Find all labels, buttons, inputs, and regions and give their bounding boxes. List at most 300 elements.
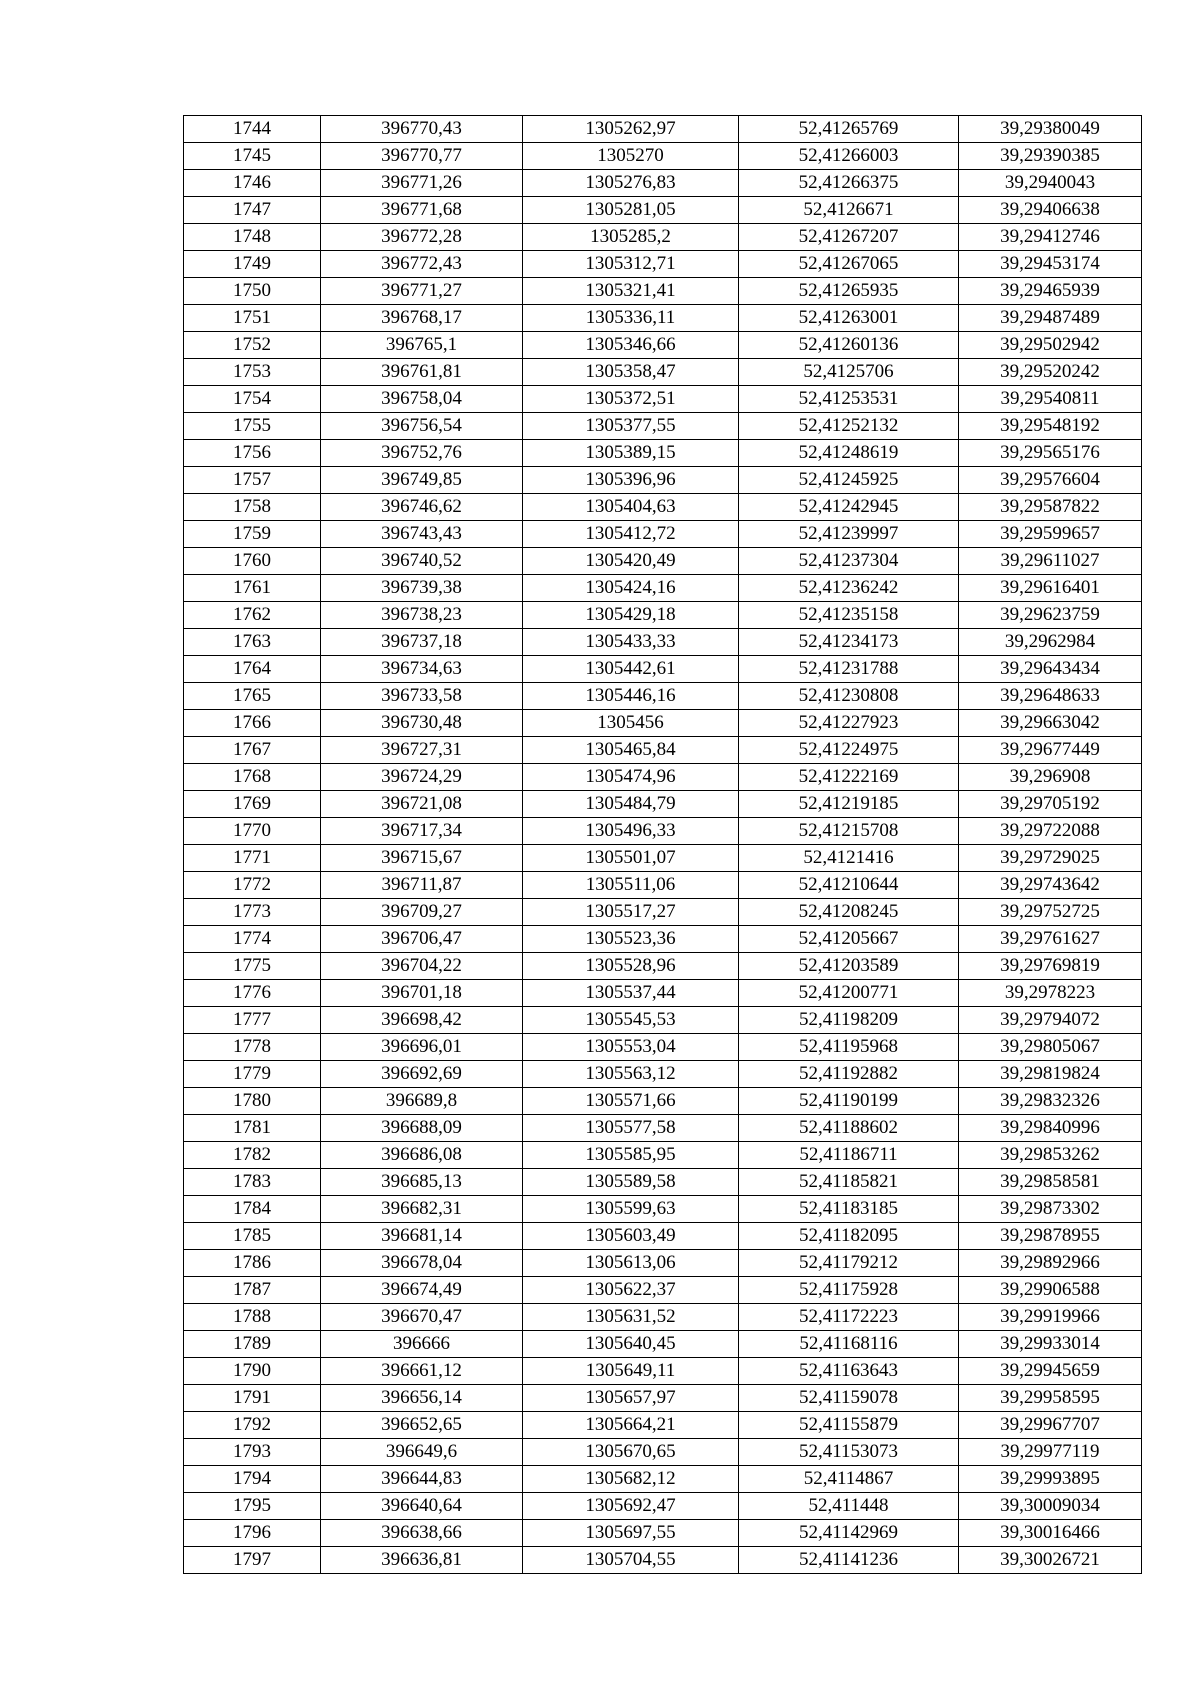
x-coordinate-cell: 396709,27: [321, 899, 523, 926]
table-row: [184, 305, 1142, 332]
table-row: [184, 494, 1142, 521]
table-row: [184, 170, 1142, 197]
x-coordinate-cell: 396739,38: [321, 575, 523, 602]
point-number-cell: 1763: [184, 629, 321, 656]
latitude-cell: 52,41190199: [739, 1088, 959, 1115]
longitude-cell: 39,29832326: [959, 1088, 1142, 1115]
latitude-cell: 52,41163643: [739, 1358, 959, 1385]
longitude-cell: 39,29412746: [959, 224, 1142, 251]
x-coordinate-cell: 396734,63: [321, 656, 523, 683]
y-coordinate-cell: 1305537,44: [523, 980, 739, 1007]
latitude-cell: 52,4114867: [739, 1466, 959, 1493]
longitude-cell: 39,29993895: [959, 1466, 1142, 1493]
latitude-cell: 52,41234173: [739, 629, 959, 656]
longitude-cell: 39,29967707: [959, 1412, 1142, 1439]
point-number-cell: 1748: [184, 224, 321, 251]
x-coordinate-cell: 396698,42: [321, 1007, 523, 1034]
x-coordinate-cell: 396771,26: [321, 170, 523, 197]
x-coordinate-cell: 396689,8: [321, 1088, 523, 1115]
longitude-cell: 39,29380049: [959, 116, 1142, 143]
longitude-cell: 39,30009034: [959, 1493, 1142, 1520]
x-coordinate-cell: 396756,54: [321, 413, 523, 440]
x-coordinate-cell: 396715,67: [321, 845, 523, 872]
longitude-cell: 39,29919966: [959, 1304, 1142, 1331]
y-coordinate-cell: 1305389,15: [523, 440, 739, 467]
table-row: [184, 548, 1142, 575]
latitude-cell: 52,41265769: [739, 116, 959, 143]
longitude-cell: 39,2962984: [959, 629, 1142, 656]
table-row: [184, 980, 1142, 1007]
point-number-cell: 1762: [184, 602, 321, 629]
x-coordinate-cell: 396711,87: [321, 872, 523, 899]
latitude-cell: 52,41153073: [739, 1439, 959, 1466]
table-row: [184, 575, 1142, 602]
point-number-cell: 1757: [184, 467, 321, 494]
point-number-cell: 1791: [184, 1385, 321, 1412]
table-row: [184, 602, 1142, 629]
y-coordinate-cell: 1305433,33: [523, 629, 739, 656]
longitude-cell: 39,29858581: [959, 1169, 1142, 1196]
latitude-cell: 52,41210644: [739, 872, 959, 899]
coordinates-table-body: [184, 116, 1142, 1574]
longitude-cell: 39,29805067: [959, 1034, 1142, 1061]
point-number-cell: 1760: [184, 548, 321, 575]
y-coordinate-cell: 1305599,63: [523, 1196, 739, 1223]
latitude-cell: 52,41252132: [739, 413, 959, 440]
y-coordinate-cell: 1305465,84: [523, 737, 739, 764]
latitude-cell: 52,41227923: [739, 710, 959, 737]
y-coordinate-cell: 1305563,12: [523, 1061, 739, 1088]
y-coordinate-cell: 1305692,47: [523, 1493, 739, 1520]
longitude-cell: 39,29677449: [959, 737, 1142, 764]
x-coordinate-cell: 396771,27: [321, 278, 523, 305]
x-coordinate-cell: 396678,04: [321, 1250, 523, 1277]
latitude-cell: 52,41183185: [739, 1196, 959, 1223]
latitude-cell: 52,41155879: [739, 1412, 959, 1439]
table-row: [184, 1088, 1142, 1115]
x-coordinate-cell: 396730,48: [321, 710, 523, 737]
point-number-cell: 1769: [184, 791, 321, 818]
x-coordinate-cell: 396682,31: [321, 1196, 523, 1223]
table-row: [184, 440, 1142, 467]
table-row: [184, 953, 1142, 980]
latitude-cell: 52,41242945: [739, 494, 959, 521]
longitude-cell: 39,2940043: [959, 170, 1142, 197]
x-coordinate-cell: 396768,17: [321, 305, 523, 332]
point-number-cell: 1770: [184, 818, 321, 845]
latitude-cell: 52,4126671: [739, 197, 959, 224]
longitude-cell: 39,29840996: [959, 1115, 1142, 1142]
table-row: [184, 764, 1142, 791]
longitude-cell: 39,29587822: [959, 494, 1142, 521]
table-row: [184, 656, 1142, 683]
y-coordinate-cell: 1305424,16: [523, 575, 739, 602]
y-coordinate-cell: 1305553,04: [523, 1034, 739, 1061]
longitude-cell: 39,29502942: [959, 332, 1142, 359]
table-row: [184, 467, 1142, 494]
y-coordinate-cell: 1305446,16: [523, 683, 739, 710]
y-coordinate-cell: 1305358,47: [523, 359, 739, 386]
y-coordinate-cell: 1305404,63: [523, 494, 739, 521]
x-coordinate-cell: 396738,23: [321, 602, 523, 629]
y-coordinate-cell: 1305276,83: [523, 170, 739, 197]
x-coordinate-cell: 396638,66: [321, 1520, 523, 1547]
longitude-cell: 39,30016466: [959, 1520, 1142, 1547]
longitude-cell: 39,29540811: [959, 386, 1142, 413]
point-number-cell: 1796: [184, 1520, 321, 1547]
x-coordinate-cell: 396765,1: [321, 332, 523, 359]
latitude-cell: 52,41159078: [739, 1385, 959, 1412]
longitude-cell: 39,2978223: [959, 980, 1142, 1007]
latitude-cell: 52,41260136: [739, 332, 959, 359]
y-coordinate-cell: 1305585,95: [523, 1142, 739, 1169]
y-coordinate-cell: 1305589,58: [523, 1169, 739, 1196]
y-coordinate-cell: 1305603,49: [523, 1223, 739, 1250]
x-coordinate-cell: 396701,18: [321, 980, 523, 1007]
y-coordinate-cell: 1305346,66: [523, 332, 739, 359]
y-coordinate-cell: 1305312,71: [523, 251, 739, 278]
point-number-cell: 1759: [184, 521, 321, 548]
point-number-cell: 1789: [184, 1331, 321, 1358]
latitude-cell: 52,41267207: [739, 224, 959, 251]
coordinates-table: [183, 115, 1142, 1574]
latitude-cell: 52,41265935: [739, 278, 959, 305]
table-row: [184, 116, 1142, 143]
y-coordinate-cell: 1305571,66: [523, 1088, 739, 1115]
longitude-cell: 39,29853262: [959, 1142, 1142, 1169]
y-coordinate-cell: 1305528,96: [523, 953, 739, 980]
y-coordinate-cell: 1305657,97: [523, 1385, 739, 1412]
longitude-cell: 39,29576604: [959, 467, 1142, 494]
table-row: [184, 1061, 1142, 1088]
latitude-cell: 52,41142969: [739, 1520, 959, 1547]
table-row: [184, 791, 1142, 818]
latitude-cell: 52,41172223: [739, 1304, 959, 1331]
point-number-cell: 1761: [184, 575, 321, 602]
table-row: [184, 1466, 1142, 1493]
y-coordinate-cell: 1305456: [523, 710, 739, 737]
x-coordinate-cell: 396652,65: [321, 1412, 523, 1439]
longitude-cell: 39,29892966: [959, 1250, 1142, 1277]
latitude-cell: 52,41267065: [739, 251, 959, 278]
longitude-cell: 39,29729025: [959, 845, 1142, 872]
table-row: [184, 1358, 1142, 1385]
x-coordinate-cell: 396772,28: [321, 224, 523, 251]
x-coordinate-cell: 396727,31: [321, 737, 523, 764]
longitude-cell: 39,29453174: [959, 251, 1142, 278]
latitude-cell: 52,41235158: [739, 602, 959, 629]
point-number-cell: 1766: [184, 710, 321, 737]
latitude-cell: 52,41192882: [739, 1061, 959, 1088]
latitude-cell: 52,41205667: [739, 926, 959, 953]
table-row: [184, 1250, 1142, 1277]
x-coordinate-cell: 396686,08: [321, 1142, 523, 1169]
latitude-cell: 52,41200771: [739, 980, 959, 1007]
latitude-cell: 52,41230808: [739, 683, 959, 710]
x-coordinate-cell: 396772,43: [321, 251, 523, 278]
y-coordinate-cell: 1305262,97: [523, 116, 739, 143]
point-number-cell: 1784: [184, 1196, 321, 1223]
x-coordinate-cell: 396692,69: [321, 1061, 523, 1088]
latitude-cell: 52,41175928: [739, 1277, 959, 1304]
longitude-cell: 39,29933014: [959, 1331, 1142, 1358]
point-number-cell: 1767: [184, 737, 321, 764]
point-number-cell: 1747: [184, 197, 321, 224]
point-number-cell: 1797: [184, 1547, 321, 1574]
x-coordinate-cell: 396666: [321, 1331, 523, 1358]
longitude-cell: 39,29520242: [959, 359, 1142, 386]
y-coordinate-cell: 1305682,12: [523, 1466, 739, 1493]
longitude-cell: 39,29945659: [959, 1358, 1142, 1385]
longitude-cell: 39,29705192: [959, 791, 1142, 818]
table-row: [184, 1223, 1142, 1250]
latitude-cell: 52,41186711: [739, 1142, 959, 1169]
latitude-cell: 52,41188602: [739, 1115, 959, 1142]
latitude-cell: 52,411448: [739, 1493, 959, 1520]
table-row: [184, 1142, 1142, 1169]
point-number-cell: 1780: [184, 1088, 321, 1115]
longitude-cell: 39,296908: [959, 764, 1142, 791]
point-number-cell: 1774: [184, 926, 321, 953]
point-number-cell: 1788: [184, 1304, 321, 1331]
x-coordinate-cell: 396721,08: [321, 791, 523, 818]
x-coordinate-cell: 396706,47: [321, 926, 523, 953]
longitude-cell: 39,30026721: [959, 1547, 1142, 1574]
point-number-cell: 1779: [184, 1061, 321, 1088]
x-coordinate-cell: 396649,6: [321, 1439, 523, 1466]
y-coordinate-cell: 1305704,55: [523, 1547, 739, 1574]
x-coordinate-cell: 396752,76: [321, 440, 523, 467]
table-row: [184, 1277, 1142, 1304]
table-row: [184, 683, 1142, 710]
point-number-cell: 1776: [184, 980, 321, 1007]
table-row: [184, 1520, 1142, 1547]
y-coordinate-cell: 1305372,51: [523, 386, 739, 413]
point-number-cell: 1754: [184, 386, 321, 413]
y-coordinate-cell: 1305670,65: [523, 1439, 739, 1466]
latitude-cell: 52,41179212: [739, 1250, 959, 1277]
table-row: [184, 818, 1142, 845]
longitude-cell: 39,29406638: [959, 197, 1142, 224]
x-coordinate-cell: 396636,81: [321, 1547, 523, 1574]
x-coordinate-cell: 396743,43: [321, 521, 523, 548]
longitude-cell: 39,29465939: [959, 278, 1142, 305]
x-coordinate-cell: 396688,09: [321, 1115, 523, 1142]
x-coordinate-cell: 396746,62: [321, 494, 523, 521]
y-coordinate-cell: 1305270: [523, 143, 739, 170]
x-coordinate-cell: 396670,47: [321, 1304, 523, 1331]
y-coordinate-cell: 1305420,49: [523, 548, 739, 575]
point-number-cell: 1786: [184, 1250, 321, 1277]
longitude-cell: 39,29958595: [959, 1385, 1142, 1412]
longitude-cell: 39,29977119: [959, 1439, 1142, 1466]
x-coordinate-cell: 396770,77: [321, 143, 523, 170]
table-row: [184, 521, 1142, 548]
point-number-cell: 1758: [184, 494, 321, 521]
y-coordinate-cell: 1305664,21: [523, 1412, 739, 1439]
point-number-cell: 1765: [184, 683, 321, 710]
longitude-cell: 39,29565176: [959, 440, 1142, 467]
y-coordinate-cell: 1305649,11: [523, 1358, 739, 1385]
table-row: [184, 1331, 1142, 1358]
point-number-cell: 1794: [184, 1466, 321, 1493]
table-row: [184, 1547, 1142, 1574]
y-coordinate-cell: 1305281,05: [523, 197, 739, 224]
longitude-cell: 39,29722088: [959, 818, 1142, 845]
latitude-cell: 52,41198209: [739, 1007, 959, 1034]
longitude-cell: 39,29616401: [959, 575, 1142, 602]
point-number-cell: 1768: [184, 764, 321, 791]
y-coordinate-cell: 1305377,55: [523, 413, 739, 440]
table-row: [184, 872, 1142, 899]
point-number-cell: 1744: [184, 116, 321, 143]
latitude-cell: 52,4125706: [739, 359, 959, 386]
latitude-cell: 52,41239997: [739, 521, 959, 548]
longitude-cell: 39,29878955: [959, 1223, 1142, 1250]
x-coordinate-cell: 396681,14: [321, 1223, 523, 1250]
x-coordinate-cell: 396770,43: [321, 116, 523, 143]
x-coordinate-cell: 396640,64: [321, 1493, 523, 1520]
table-row: [184, 629, 1142, 656]
latitude-cell: 52,41208245: [739, 899, 959, 926]
y-coordinate-cell: 1305622,37: [523, 1277, 739, 1304]
latitude-cell: 52,41245925: [739, 467, 959, 494]
longitude-cell: 39,29648633: [959, 683, 1142, 710]
longitude-cell: 39,29743642: [959, 872, 1142, 899]
point-number-cell: 1764: [184, 656, 321, 683]
latitude-cell: 52,41215708: [739, 818, 959, 845]
y-coordinate-cell: 1305517,27: [523, 899, 739, 926]
x-coordinate-cell: 396771,68: [321, 197, 523, 224]
latitude-cell: 52,41266375: [739, 170, 959, 197]
point-number-cell: 1756: [184, 440, 321, 467]
y-coordinate-cell: 1305474,96: [523, 764, 739, 791]
point-number-cell: 1785: [184, 1223, 321, 1250]
point-number-cell: 1795: [184, 1493, 321, 1520]
point-number-cell: 1771: [184, 845, 321, 872]
longitude-cell: 39,29643434: [959, 656, 1142, 683]
x-coordinate-cell: 396737,18: [321, 629, 523, 656]
y-coordinate-cell: 1305412,72: [523, 521, 739, 548]
point-number-cell: 1777: [184, 1007, 321, 1034]
table-row: [184, 143, 1142, 170]
point-number-cell: 1751: [184, 305, 321, 332]
latitude-cell: 52,41222169: [739, 764, 959, 791]
y-coordinate-cell: 1305285,2: [523, 224, 739, 251]
table-row: [184, 737, 1142, 764]
point-number-cell: 1755: [184, 413, 321, 440]
latitude-cell: 52,41182095: [739, 1223, 959, 1250]
latitude-cell: 52,41168116: [739, 1331, 959, 1358]
table-row: [184, 845, 1142, 872]
latitude-cell: 52,41231788: [739, 656, 959, 683]
longitude-cell: 39,29611027: [959, 548, 1142, 575]
latitude-cell: 52,41224975: [739, 737, 959, 764]
point-number-cell: 1787: [184, 1277, 321, 1304]
table-row: [184, 899, 1142, 926]
point-number-cell: 1752: [184, 332, 321, 359]
latitude-cell: 52,41237304: [739, 548, 959, 575]
table-row: [184, 1007, 1142, 1034]
y-coordinate-cell: 1305577,58: [523, 1115, 739, 1142]
point-number-cell: 1781: [184, 1115, 321, 1142]
latitude-cell: 52,41253531: [739, 386, 959, 413]
table-row: [184, 926, 1142, 953]
longitude-cell: 39,29548192: [959, 413, 1142, 440]
table-row: [184, 332, 1142, 359]
table-row: [184, 1385, 1142, 1412]
x-coordinate-cell: 396749,85: [321, 467, 523, 494]
table-row: [184, 1115, 1142, 1142]
x-coordinate-cell: 396644,83: [321, 1466, 523, 1493]
point-number-cell: 1793: [184, 1439, 321, 1466]
table-row: [184, 359, 1142, 386]
x-coordinate-cell: 396717,34: [321, 818, 523, 845]
x-coordinate-cell: 396740,52: [321, 548, 523, 575]
point-number-cell: 1753: [184, 359, 321, 386]
x-coordinate-cell: 396724,29: [321, 764, 523, 791]
longitude-cell: 39,29873302: [959, 1196, 1142, 1223]
table-row: [184, 1169, 1142, 1196]
point-number-cell: 1778: [184, 1034, 321, 1061]
table-row: [184, 278, 1142, 305]
point-number-cell: 1790: [184, 1358, 321, 1385]
table-row: [184, 251, 1142, 278]
latitude-cell: 52,41248619: [739, 440, 959, 467]
y-coordinate-cell: 1305429,18: [523, 602, 739, 629]
longitude-cell: 39,29906588: [959, 1277, 1142, 1304]
longitude-cell: 39,29769819: [959, 953, 1142, 980]
x-coordinate-cell: 396674,49: [321, 1277, 523, 1304]
point-number-cell: 1750: [184, 278, 321, 305]
y-coordinate-cell: 1305484,79: [523, 791, 739, 818]
latitude-cell: 52,4121416: [739, 845, 959, 872]
point-number-cell: 1772: [184, 872, 321, 899]
y-coordinate-cell: 1305631,52: [523, 1304, 739, 1331]
latitude-cell: 52,41203589: [739, 953, 959, 980]
y-coordinate-cell: 1305613,06: [523, 1250, 739, 1277]
table-row: [184, 1304, 1142, 1331]
latitude-cell: 52,41219185: [739, 791, 959, 818]
table-row: [184, 1034, 1142, 1061]
y-coordinate-cell: 1305697,55: [523, 1520, 739, 1547]
x-coordinate-cell: 396758,04: [321, 386, 523, 413]
point-number-cell: 1749: [184, 251, 321, 278]
table-row: [184, 1196, 1142, 1223]
longitude-cell: 39,29623759: [959, 602, 1142, 629]
point-number-cell: 1783: [184, 1169, 321, 1196]
point-number-cell: 1775: [184, 953, 321, 980]
y-coordinate-cell: 1305396,96: [523, 467, 739, 494]
longitude-cell: 39,29599657: [959, 521, 1142, 548]
table-row: [184, 710, 1142, 737]
y-coordinate-cell: 1305523,36: [523, 926, 739, 953]
point-number-cell: 1746: [184, 170, 321, 197]
x-coordinate-cell: 396656,14: [321, 1385, 523, 1412]
y-coordinate-cell: 1305496,33: [523, 818, 739, 845]
x-coordinate-cell: 396733,58: [321, 683, 523, 710]
latitude-cell: 52,41236242: [739, 575, 959, 602]
table-row: [184, 224, 1142, 251]
x-coordinate-cell: 396685,13: [321, 1169, 523, 1196]
latitude-cell: 52,41195968: [739, 1034, 959, 1061]
point-number-cell: 1745: [184, 143, 321, 170]
y-coordinate-cell: 1305336,11: [523, 305, 739, 332]
table-row: [184, 1493, 1142, 1520]
x-coordinate-cell: 396661,12: [321, 1358, 523, 1385]
longitude-cell: 39,29487489: [959, 305, 1142, 332]
longitude-cell: 39,29761627: [959, 926, 1142, 953]
